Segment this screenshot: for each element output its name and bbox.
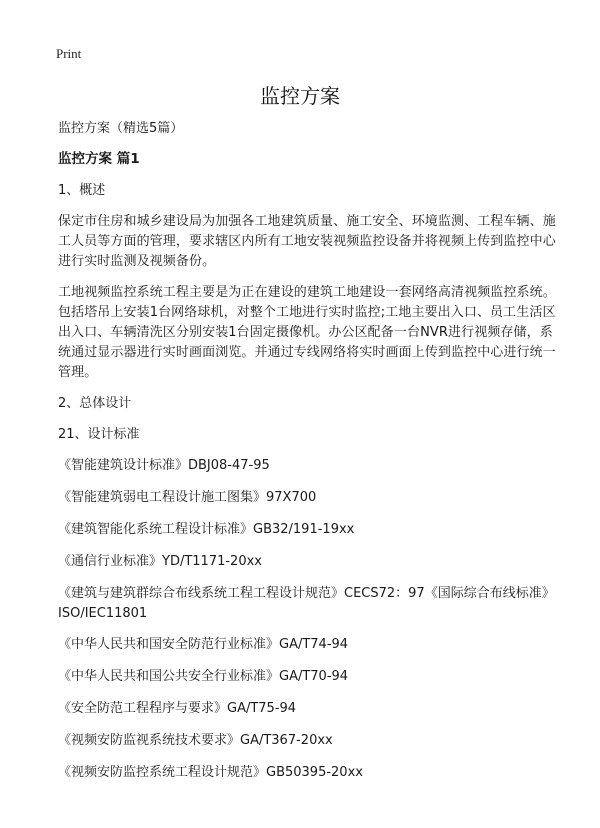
standard-item: 《安全防范工程程序与要求》GA/T75-94 — [58, 701, 297, 716]
heading-standards: 21、设计标准 — [58, 427, 140, 442]
paragraph: 工地视频监控系统工程主要是为正在建设的建筑工地建设一套网络高清视频监控系统。包括塔吊上安装1台网络球机，对整个工地进行实时监控;工地主要出入口、员工生活区出入口、车辆清洗区分别安装1台固定摄像机。办公区配备一台NVR进行视频存储，系统通过显示器进行实时画面浏览。并通过专线网络将实时画面上传到监控中心进行统一管理。 — [58, 285, 556, 380]
standard-item: 《视频安防监控系统工程设计规范》GB50395-20xx — [58, 765, 363, 780]
print-link[interactable]: Print — [56, 46, 82, 61]
page-title: 监控方案 — [260, 84, 340, 108]
paragraph: 保定市住房和城乡建设局为加强各工地建筑质量、施工安全、环境监测、工程车辆、施工人员等方面的管理，要求辖区内所有工地安装视频监控设备并将视频上传到监控中心进行实时监测及视频备份。 — [58, 214, 556, 269]
standard-item: 《中华人民共和国安全防范行业标准》GA/T74-94 — [58, 637, 349, 652]
document-body — [58, 119, 558, 795]
standard-item: 《视频安防监视系统技术要求》GA/T367-20xx — [58, 733, 333, 748]
standard-item: 《建筑智能化系统工程设计标准》GB32/191-19xx — [58, 522, 355, 537]
standard-item: 《中华人民共和国公共安全行业标准》GA/T70-94 — [58, 669, 349, 684]
heading-design: 2、总体设计 — [58, 396, 132, 411]
standard-item: 《建筑与建筑群综合布线系统工程工程设计规范》CECS72：97《国际综合布线标准》ISO/IEC11801 — [58, 586, 555, 621]
document-subtitle: 监控方案（精选5篇） — [58, 121, 184, 136]
section-heading: 监控方案 篇1 — [58, 151, 140, 167]
heading-overview: 1、概述 — [58, 183, 106, 198]
standard-item: 《通信行业标准》YD/T1171-20xx — [58, 554, 262, 569]
standards-list — [58, 456, 558, 783]
standard-item: 《智能建筑弱电工程设计施工图集》97X700 — [58, 490, 317, 505]
standard-item: 《智能建筑设计标准》DBJ08-47-95 — [58, 458, 270, 473]
